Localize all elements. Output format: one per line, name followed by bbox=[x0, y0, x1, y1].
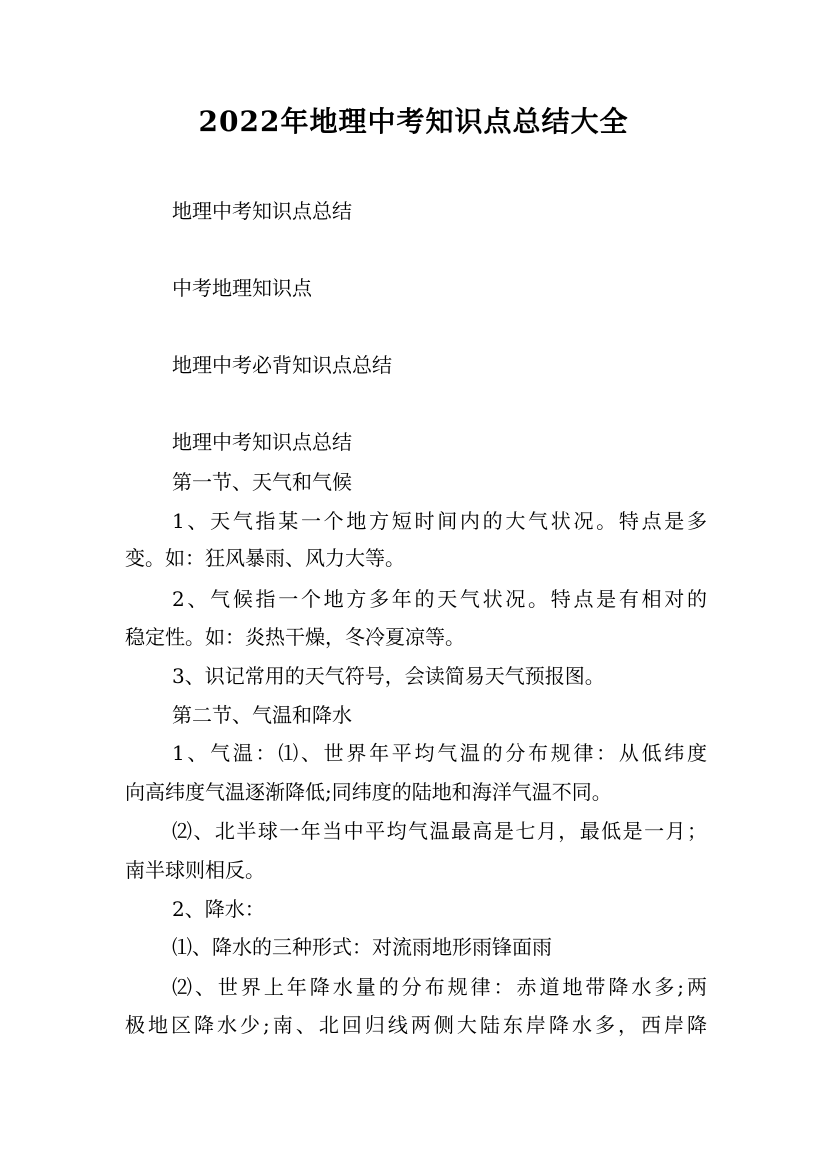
paragraph-temperature-line1: 1、气温：⑴、世界年平均气温的分布规律：从低纬度 bbox=[172, 741, 707, 765]
paragraph-precipitation-forms: ⑴、降水的三种形式：对流雨地形雨锋面雨 bbox=[172, 935, 552, 959]
paragraph-hemisphere-line2: 南半球则相反。 bbox=[125, 858, 265, 882]
heading-summary: 地理中考知识点总结 bbox=[172, 199, 352, 223]
paragraph-precipitation-distribution-line2: 极地区降水少;南、北回归线两侧大陆东岸降水多，西岸降 bbox=[125, 1013, 707, 1037]
section-heading: 地理中考知识点总结 bbox=[172, 430, 352, 454]
paragraph-temperature-line2: 向高纬度气温逐渐降低;同纬度的陆地和海洋气温不同。 bbox=[125, 780, 612, 804]
paragraph-precipitation-distribution-line1: ⑵、世界上年降水量的分布规律：赤道地带降水多;两 bbox=[172, 975, 707, 999]
document-title: 2022年地理中考知识点总结大全 bbox=[198, 105, 629, 138]
paragraph-hemisphere-line1: ⑵、北半球一年当中平均气温最高是七月，最低是一月； bbox=[172, 819, 707, 843]
section2-title: 第二节、气温和降水 bbox=[172, 703, 352, 727]
section1-title: 第一节、天气和气候 bbox=[172, 470, 352, 494]
paragraph-weather-line2: 变。如：狂风暴雨、风力大等。 bbox=[125, 546, 405, 570]
paragraph-weather-line1: 1、天气指某一个地方短时间内的大气状况。特点是多 bbox=[172, 509, 707, 533]
paragraph-precipitation-heading: 2、降水： bbox=[172, 897, 265, 921]
paragraph-climate-line1: 2、气候指一个地方多年的天气状况。特点是有相对的 bbox=[172, 587, 707, 611]
heading-must-memorize: 地理中考必背知识点总结 bbox=[172, 353, 392, 377]
paragraph-weather-symbols: 3、识记常用的天气符号，会读简易天气预报图。 bbox=[172, 664, 605, 688]
heading-knowledge-points: 中考地理知识点 bbox=[172, 276, 312, 300]
paragraph-climate-line2: 稳定性。如：炎热干燥，冬冷夏凉等。 bbox=[125, 625, 465, 649]
